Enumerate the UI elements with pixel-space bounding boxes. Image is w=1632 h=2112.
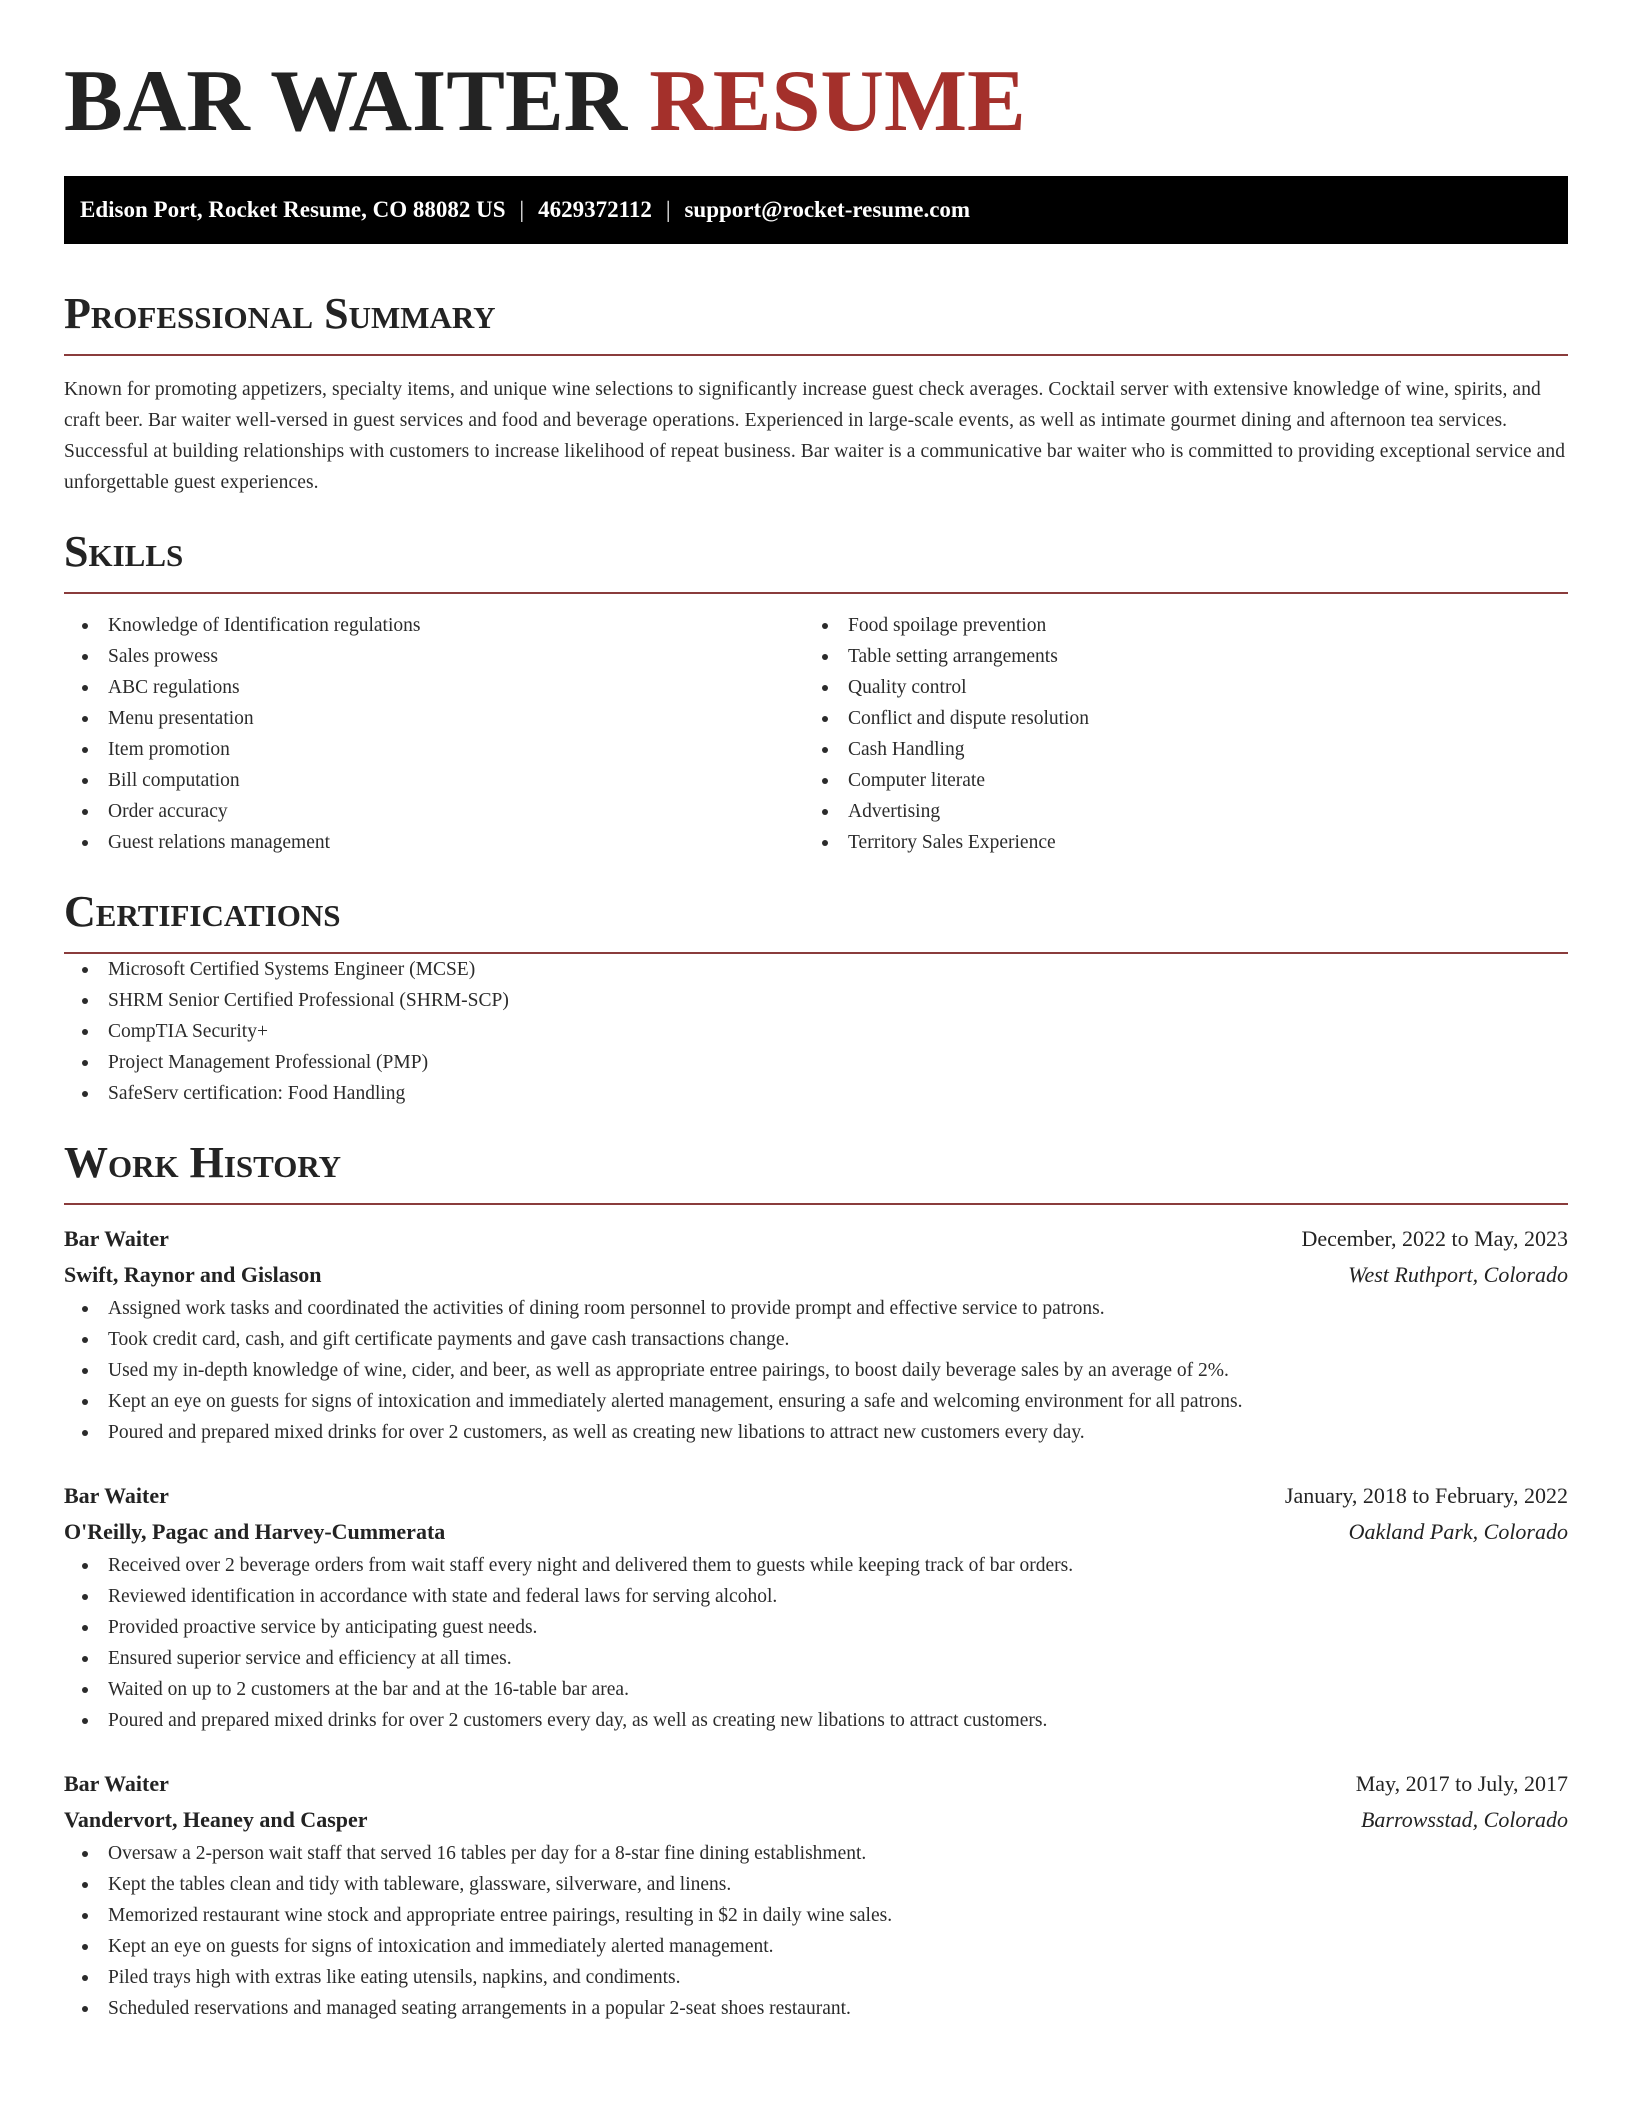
skills-column-left	[64, 610, 804, 858]
job-duty: Kept the tables clean and tidy with tableware, glassware, silverware, and linens.	[64, 1869, 1568, 1900]
job-company-row	[64, 1514, 1568, 1550]
job-location: West Ruthport, Colorado	[1348, 1262, 1568, 1287]
job-location: Oakland Park, Colorado	[1348, 1519, 1568, 1544]
job-entry	[64, 1766, 1568, 2024]
certification-item: Project Management Professional (PMP)	[64, 1047, 1568, 1078]
skill-item: Item promotion	[64, 734, 804, 765]
job-header-row	[64, 1766, 1568, 1802]
skill-item: Menu presentation	[64, 703, 804, 734]
job-location: Barrowsstad, Colorado	[1360, 1807, 1568, 1832]
certification-item: SafeServ certification: Food Handling	[64, 1078, 1568, 1109]
job-duty: Kept an eye on guests for signs of intoxication and immediately alerted management, ensuring a safe and welcoming environment for all patrons.	[64, 1386, 1568, 1417]
contact-separator: |	[665, 197, 671, 222]
job-duty: Poured and prepared mixed drinks for over 2 customers, as well as creating new libations to attract new customers every day.	[64, 1417, 1568, 1448]
skills-section	[64, 526, 1568, 858]
summary-text: Known for promoting appetizers, specialty items, and unique wine selections to significantly increase guest check averages. Cocktail server with extensive knowledge of wine, spirits, and craft beer. Bar waiter well-versed in guest services and food and beverage operations. Experienced in large-scale events, as well as intimate gourmet dining and afternoon tea services. Successful at building relationships with customers to increase likelihood of repeat business. Bar waiter is a communicative bar waiter who is committed to providing exceptional service and unforgettable guest experiences.	[64, 379, 1566, 493]
job-title: Bar Waiter	[64, 1771, 169, 1796]
job-company: Vandervort, Heaney and Casper	[64, 1807, 368, 1832]
job-entry	[64, 1221, 1568, 1448]
skill-item: Conflict and dispute resolution	[804, 703, 1544, 734]
contact-email: support@rocket-resume.com	[684, 197, 971, 222]
job-company: O'Reilly, Pagac and Harvey-Cummerata	[64, 1519, 446, 1544]
job-dates: January, 2018 to February, 2022	[1284, 1483, 1568, 1508]
skills-column-right	[804, 610, 1544, 858]
summary-heading: Professional Summary	[64, 288, 1568, 356]
skill-item: Cash Handling	[804, 734, 1544, 765]
job-duties-list	[64, 1293, 1568, 1448]
skills-heading: Skills	[64, 526, 1568, 594]
job-company: Swift, Raynor and Gislason	[64, 1262, 322, 1287]
skill-item: Order accuracy	[64, 796, 804, 827]
certification-item: Microsoft Certified Systems Engineer (MCSE)	[64, 954, 1568, 985]
skill-item: Bill computation	[64, 765, 804, 796]
skill-item: Sales prowess	[64, 641, 804, 672]
job-duty: Took credit card, cash, and gift certificate payments and gave cash transactions change.	[64, 1324, 1568, 1355]
job-duty: Oversaw a 2-person wait staff that served 16 tables per day for a 8-star fine dining establishment.	[64, 1838, 1568, 1869]
contact-separator: |	[519, 197, 525, 222]
job-duty: Kept an eye on guests for signs of intoxication and immediately alerted management.	[64, 1931, 1568, 1962]
contact-address: Edison Port, Rocket Resume, CO 88082 US	[80, 197, 506, 222]
job-company-row	[64, 1257, 1568, 1293]
job-header-row	[64, 1221, 1568, 1257]
certifications-heading: Certifications	[64, 886, 1568, 954]
contact-phone: 4629372112	[538, 197, 652, 222]
certifications-section	[64, 886, 1568, 1109]
job-header-row	[64, 1478, 1568, 1514]
title-main: BAR WAITER	[64, 53, 628, 150]
job-duty: Waited on up to 2 customers at the bar and at the 16-table bar area.	[64, 1674, 1568, 1705]
certifications-list	[64, 954, 1568, 1109]
job-duties-list	[64, 1550, 1568, 1736]
certification-item: SHRM Senior Certified Professional (SHRM-SCP)	[64, 985, 1568, 1016]
job-duty: Scheduled reservations and managed seating arrangements in a popular 2-seat shoes restaurant.	[64, 1993, 1568, 2024]
job-duty: Reviewed identification in accordance with state and federal laws for serving alcohol.	[64, 1581, 1568, 1612]
skills-grid	[64, 610, 1568, 858]
summary-section	[64, 288, 1568, 498]
resume-title	[64, 52, 1568, 152]
job-duty: Provided proactive service by anticipating guest needs.	[64, 1612, 1568, 1643]
job-title: Bar Waiter	[64, 1226, 169, 1251]
job-title: Bar Waiter	[64, 1483, 169, 1508]
skill-item: Territory Sales Experience	[804, 827, 1544, 858]
contact-bar	[64, 176, 1568, 244]
job-duty: Poured and prepared mixed drinks for over 2 customers every day, as well as creating new libations to attract customers.	[64, 1705, 1568, 1736]
job-company-row	[64, 1802, 1568, 1838]
job-dates: December, 2022 to May, 2023	[1301, 1226, 1568, 1251]
title-accent: RESUME	[649, 53, 1026, 150]
skill-item: Computer literate	[804, 765, 1544, 796]
certification-item: CompTIA Security+	[64, 1016, 1568, 1047]
work-history-section	[64, 1137, 1568, 2024]
skill-item: Table setting arrangements	[804, 641, 1544, 672]
skills-list-left	[64, 610, 804, 858]
skill-item: Guest relations management	[64, 827, 804, 858]
skill-item: Food spoilage prevention	[804, 610, 1544, 641]
job-duty: Piled trays high with extras like eating utensils, napkins, and condiments.	[64, 1962, 1568, 1993]
job-duty: Received over 2 beverage orders from wait staff every night and delivered them to guests while keeping track of bar orders.	[64, 1550, 1568, 1581]
job-duty: Memorized restaurant wine stock and appropriate entree pairings, resulting in $2 in daily wine sales.	[64, 1900, 1568, 1931]
job-dates: May, 2017 to July, 2017	[1355, 1771, 1568, 1796]
skill-item: Advertising	[804, 796, 1544, 827]
job-duties-list	[64, 1838, 1568, 2024]
work-history-heading: Work History	[64, 1137, 1568, 1205]
job-duty: Ensured superior service and efficiency at all times.	[64, 1643, 1568, 1674]
skills-list-right	[804, 610, 1544, 858]
job-duty: Used my in-depth knowledge of wine, cider, and beer, as well as appropriate entree pairings, to boost daily beverage sales by an average of 2%.	[64, 1355, 1568, 1386]
job-entry	[64, 1478, 1568, 1736]
job-duty: Assigned work tasks and coordinated the activities of dining room personnel to provide prompt and effective service to patrons.	[64, 1293, 1568, 1324]
skill-item: ABC regulations	[64, 672, 804, 703]
skill-item: Knowledge of Identification regulations	[64, 610, 804, 641]
skill-item: Quality control	[804, 672, 1544, 703]
